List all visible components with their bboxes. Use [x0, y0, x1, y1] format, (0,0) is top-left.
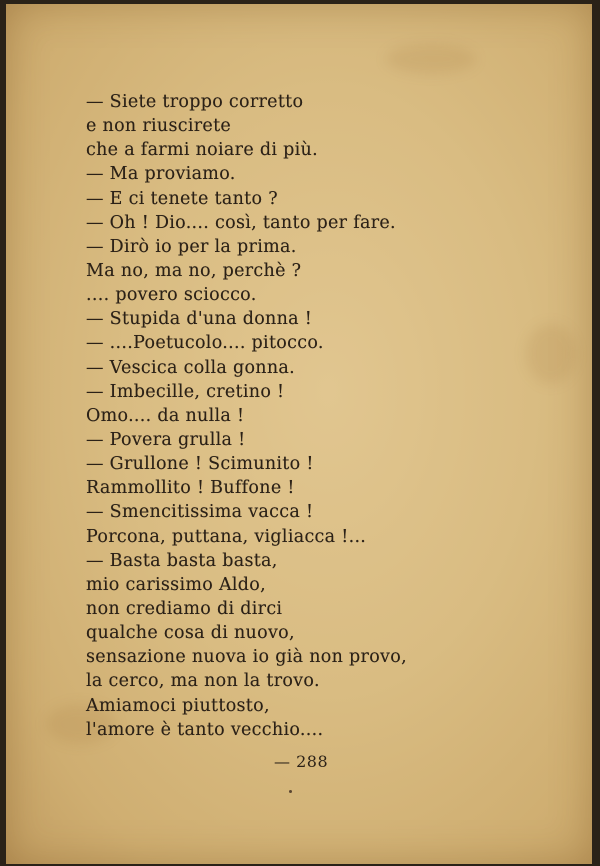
- poem-line: non crediamo di dirci: [86, 598, 283, 619]
- paper-stain: [526, 324, 576, 384]
- poem-line: — Dirò io per la prima.: [86, 236, 297, 257]
- poem-line: — Povera grulla !: [86, 429, 246, 450]
- poem-line: Rammollito ! Buffone !: [86, 478, 295, 499]
- poem-line: — E ci tenete tanto ?: [86, 188, 278, 209]
- poem-line: — Oh ! Dio.... così, tanto per fare.: [86, 212, 396, 233]
- poem-line: — Imbecille, cretino !: [86, 381, 285, 402]
- poem-line: e non riuscirete: [86, 116, 232, 137]
- poem-line: — Vescica colla gonna.: [86, 357, 296, 378]
- paper-stain: [386, 44, 476, 74]
- poem-line: che a farmi noiare di più.: [86, 140, 318, 161]
- poem-line: — Grullone ! Scimunito !: [86, 454, 314, 475]
- poem-line: — ....Poetucolo.... pitocco.: [86, 333, 324, 354]
- poem-line: qualche cosa di nuovo,: [86, 623, 295, 644]
- poem-line: Porcona, puttana, vigliacca !...: [86, 526, 367, 547]
- poem-line: sensazione nuova io già non provo,: [86, 647, 407, 668]
- poem-text: [86, 90, 407, 742]
- poem-line: — Smencitissima vacca !: [86, 502, 314, 523]
- poem-line: la cerco, ma non la trovo.: [86, 671, 320, 692]
- poem-line: mio carissimo Aldo,: [86, 574, 266, 595]
- poem-line: Amiamoci piuttosto,: [86, 695, 270, 716]
- poem-line: Ma no, ma no, perchè ?: [86, 260, 302, 281]
- page-number: — 288: [274, 752, 329, 771]
- poem-line: l'amore è tanto vecchio....: [86, 719, 324, 740]
- poem-line: .... povero sciocco.: [86, 285, 257, 306]
- poem-line: — Stupida d'una donna !: [86, 309, 313, 330]
- poem-line: — Ma proviamo.: [86, 164, 236, 185]
- ink-speck: [289, 790, 292, 793]
- book-page: [6, 4, 592, 864]
- poem-line: — Siete troppo corretto: [86, 92, 304, 112]
- poem-line: Omo.... da nulla !: [86, 405, 245, 426]
- poem-line: — Basta basta basta,: [86, 550, 278, 571]
